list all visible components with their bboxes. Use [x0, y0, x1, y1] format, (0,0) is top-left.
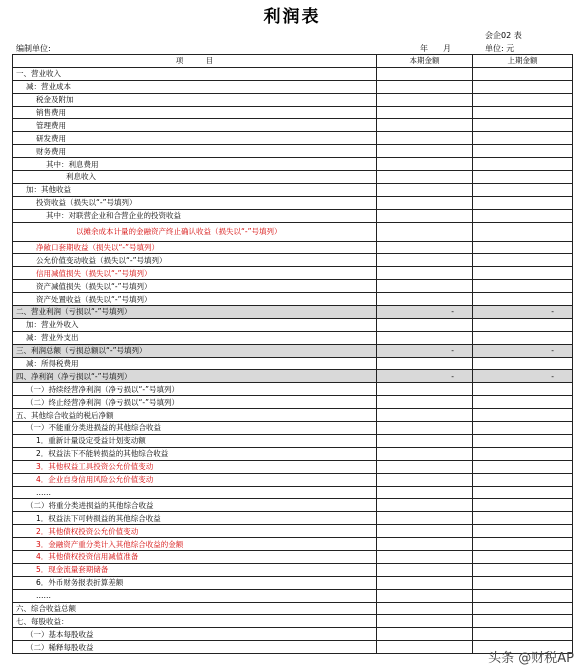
row-label: （二）将重分类进损益的其他综合收益	[13, 499, 377, 512]
prior-period-amount	[473, 254, 573, 267]
table-row	[13, 499, 573, 512]
current-period-amount: -	[377, 370, 473, 383]
current-period-amount	[377, 241, 473, 254]
column-header-current: 本期金额	[377, 55, 473, 68]
row-label: 3．其他权益工具投资公允价值变动	[13, 460, 377, 473]
prior-period-amount	[473, 383, 573, 396]
current-period-amount	[377, 447, 473, 460]
current-period-amount	[377, 357, 473, 370]
table-row	[13, 196, 573, 209]
table-row	[13, 132, 573, 145]
row-label: ……	[13, 589, 377, 602]
report-title: 利润表	[263, 7, 321, 27]
table-row	[13, 538, 573, 551]
prior-period-amount	[473, 293, 573, 306]
current-period-amount	[377, 538, 473, 551]
prior-period-amount	[473, 447, 573, 460]
row-label: 六、综合收益总额	[13, 602, 377, 615]
table-row	[13, 447, 573, 460]
form-number: 会企02 表	[485, 31, 522, 40]
prior-period-amount	[473, 576, 573, 589]
row-label: 公允价值变动收益（损失以“-”号填列）	[13, 254, 377, 267]
current-period-amount	[377, 222, 473, 241]
current-period-amount	[377, 293, 473, 306]
table-row	[13, 254, 573, 267]
table-row	[13, 241, 573, 254]
row-label: 研发费用	[13, 132, 377, 145]
row-label: 减：营业成本	[13, 80, 377, 93]
prior-period-amount	[473, 80, 573, 93]
column-header-item: 项 目	[13, 55, 377, 68]
prior-period-amount	[473, 602, 573, 615]
prior-period-amount	[473, 538, 573, 551]
watermark: 头条 @财税AP	[488, 651, 574, 666]
row-label: ……	[13, 486, 377, 499]
row-label: （一）持续经营净利润（净亏损以“-”号填列）	[13, 383, 377, 396]
prior-period-amount	[473, 525, 573, 538]
prior-period-amount	[473, 222, 573, 241]
row-label: 其中：对联营企业和合营企业的投资收益	[13, 209, 377, 222]
current-period-amount	[377, 576, 473, 589]
current-period-amount	[377, 563, 473, 576]
row-label: 2．其他债权投资公允价值变动	[13, 525, 377, 538]
preparer-label: 编制单位:	[16, 44, 51, 53]
table-row	[13, 357, 573, 370]
current-period-amount	[377, 158, 473, 171]
row-label: 2．权益法下不能转损益的其他综合收益	[13, 447, 377, 460]
row-label: 一、营业收入	[13, 67, 377, 80]
row-label: 加：其他收益	[13, 183, 377, 196]
row-label: （二）终止经营净利润（净亏损以“-”号填列）	[13, 396, 377, 409]
prior-period-amount	[473, 67, 573, 80]
current-period-amount	[377, 132, 473, 145]
current-period-amount	[377, 196, 473, 209]
prior-period-amount	[473, 396, 573, 409]
prior-period-amount	[473, 331, 573, 344]
row-label: 利息收入	[13, 171, 377, 184]
current-period-amount	[377, 422, 473, 435]
table-row	[13, 119, 573, 132]
table-row	[13, 171, 573, 184]
prior-period-amount	[473, 132, 573, 145]
current-period-amount	[377, 93, 473, 106]
prior-period-amount	[473, 550, 573, 563]
prior-period-amount	[473, 512, 573, 525]
row-label: 减：所得税费用	[13, 357, 377, 370]
prior-period-amount	[473, 93, 573, 106]
current-period-amount	[377, 67, 473, 80]
row-label: 管理费用	[13, 119, 377, 132]
current-period-amount	[377, 254, 473, 267]
row-label: 财务费用	[13, 145, 377, 158]
table-row	[13, 434, 573, 447]
table-row	[13, 550, 573, 563]
table-row	[13, 370, 573, 383]
table-row	[13, 563, 573, 576]
table-row	[13, 396, 573, 409]
table-row	[13, 183, 573, 196]
prior-period-amount: -	[473, 370, 573, 383]
row-label: 五、其他综合收益的税后净额	[13, 409, 377, 422]
row-label: 信用减值损失（损失以“-”号填列）	[13, 267, 377, 280]
prior-period-amount	[473, 357, 573, 370]
prior-period-amount	[473, 280, 573, 293]
table-row	[13, 512, 573, 525]
column-header-prior: 上期金额	[473, 55, 573, 68]
row-label: 5．现金流量套期储备	[13, 563, 377, 576]
income-statement-table	[12, 54, 573, 654]
table-row	[13, 576, 573, 589]
table-row	[13, 106, 573, 119]
current-period-amount: -	[377, 306, 473, 319]
prior-period-amount	[473, 628, 573, 641]
prior-period-amount	[473, 267, 573, 280]
table-row	[13, 293, 573, 306]
currency-unit-label: 单位: 元	[485, 44, 515, 53]
table-row	[13, 222, 573, 241]
row-label: 投资收益（损失以“-”号填列）	[13, 196, 377, 209]
prior-period-amount	[473, 119, 573, 132]
current-period-amount	[377, 209, 473, 222]
prior-period-amount	[473, 158, 573, 171]
current-period-amount	[377, 615, 473, 628]
prior-period-amount	[473, 171, 573, 184]
table-row	[13, 267, 573, 280]
prior-period-amount	[473, 409, 573, 422]
prior-period-amount	[473, 196, 573, 209]
row-label: 二、营业利润（亏损以“-”号填列）	[13, 306, 377, 319]
current-period-amount	[377, 486, 473, 499]
current-period-amount	[377, 460, 473, 473]
current-period-amount	[377, 318, 473, 331]
row-label: 税金及附加	[13, 93, 377, 106]
current-period-amount	[377, 145, 473, 158]
row-label: 1．权益法下可转损益的其他综合收益	[13, 512, 377, 525]
prior-period-amount	[473, 434, 573, 447]
row-label: 1．重新计量设定受益计划变动额	[13, 434, 377, 447]
row-label: 四、净利润（净亏损以“-”号填列）	[13, 370, 377, 383]
prior-period-amount	[473, 106, 573, 119]
row-label: 七、每股收益：	[13, 615, 377, 628]
current-period-amount	[377, 602, 473, 615]
current-period-amount	[377, 171, 473, 184]
current-period-amount	[377, 383, 473, 396]
table-row	[13, 628, 573, 641]
table-row	[13, 422, 573, 435]
prior-period-amount: -	[473, 344, 573, 357]
prior-period-amount: -	[473, 306, 573, 319]
current-period-amount	[377, 473, 473, 486]
month-label: 月	[443, 44, 451, 53]
row-label: 3．金融资产重分类计入其他综合收益的金额	[13, 538, 377, 551]
prior-period-amount	[473, 241, 573, 254]
table-row	[13, 80, 573, 93]
prior-period-amount	[473, 318, 573, 331]
current-period-amount	[377, 183, 473, 196]
current-period-amount	[377, 628, 473, 641]
row-label: 净敞口套期收益（损失以“-”号填列）	[13, 241, 377, 254]
table-row	[13, 158, 573, 171]
table-row	[13, 473, 573, 486]
row-label: 销售费用	[13, 106, 377, 119]
table-row	[13, 318, 573, 331]
row-label: 以摊余成本计量的金融资产终止确认收益（损失以“-”号填列）	[13, 222, 377, 241]
prior-period-amount	[473, 499, 573, 512]
prior-period-amount	[473, 589, 573, 602]
table-row	[13, 486, 573, 499]
row-label: 4．企业自身信用风险公允价值变动	[13, 473, 377, 486]
prior-period-amount	[473, 615, 573, 628]
current-period-amount	[377, 499, 473, 512]
current-period-amount	[377, 409, 473, 422]
table-row	[13, 93, 573, 106]
current-period-amount	[377, 550, 473, 563]
current-period-amount	[377, 512, 473, 525]
current-period-amount	[377, 525, 473, 538]
current-period-amount	[377, 641, 473, 654]
prior-period-amount	[473, 183, 573, 196]
current-period-amount	[377, 589, 473, 602]
current-period-amount	[377, 106, 473, 119]
prior-period-amount	[473, 460, 573, 473]
year-label: 年	[420, 44, 428, 53]
table-row	[13, 615, 573, 628]
prior-period-amount	[473, 563, 573, 576]
table-row	[13, 460, 573, 473]
current-period-amount	[377, 80, 473, 93]
table-row	[13, 280, 573, 293]
table-row	[13, 145, 573, 158]
table-row	[13, 525, 573, 538]
table-row	[13, 344, 573, 357]
current-period-amount	[377, 119, 473, 132]
table-header-row	[13, 55, 573, 68]
prior-period-amount	[473, 422, 573, 435]
table-row	[13, 67, 573, 80]
row-label: 6．外币财务报表折算差额	[13, 576, 377, 589]
row-label: 三、利润总额（亏损总额以“-”号填列）	[13, 344, 377, 357]
row-label: 4．其他债权投资信用减值准备	[13, 550, 377, 563]
row-label: 加：营业外收入	[13, 318, 377, 331]
prior-period-amount	[473, 209, 573, 222]
prior-period-amount	[473, 486, 573, 499]
table-row	[13, 589, 573, 602]
row-label: 资产处置收益（损失以“-”号填列）	[13, 293, 377, 306]
table-row	[13, 409, 573, 422]
prior-period-amount	[473, 473, 573, 486]
row-label: （一）基本每股收益	[13, 628, 377, 641]
table-row	[13, 306, 573, 319]
current-period-amount	[377, 396, 473, 409]
row-label: 资产减值损失（损失以“-”号填列）	[13, 280, 377, 293]
table-row	[13, 602, 573, 615]
row-label: （一）不能重分类进损益的其他综合收益	[13, 422, 377, 435]
prior-period-amount	[473, 145, 573, 158]
row-label: 其中：利息费用	[13, 158, 377, 171]
current-period-amount	[377, 280, 473, 293]
table-row	[13, 209, 573, 222]
table-row	[13, 331, 573, 344]
current-period-amount	[377, 331, 473, 344]
current-period-amount	[377, 267, 473, 280]
table-row	[13, 383, 573, 396]
row-label: （二）稀释每股收益	[13, 641, 377, 654]
current-period-amount: -	[377, 344, 473, 357]
current-period-amount	[377, 434, 473, 447]
row-label: 减：营业外支出	[13, 331, 377, 344]
